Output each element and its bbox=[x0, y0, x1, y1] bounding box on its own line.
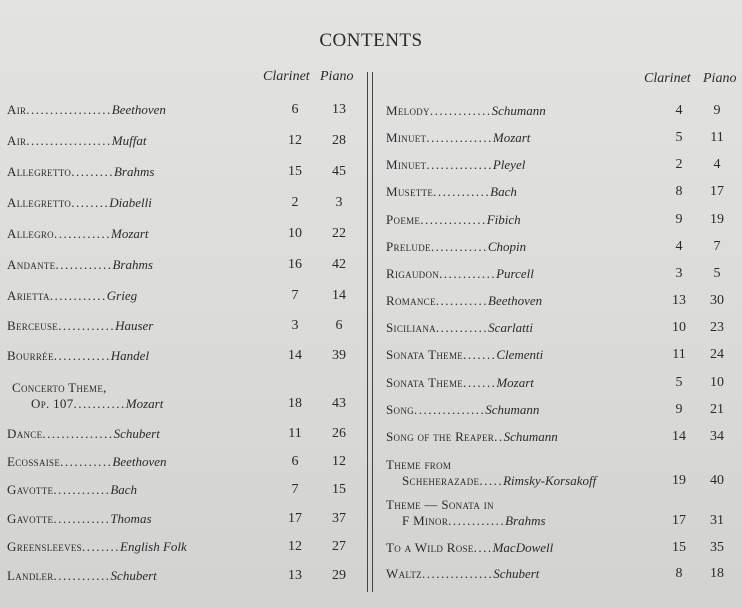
clarinet-page-number: 19 bbox=[672, 473, 686, 488]
entry-title-line bbox=[7, 318, 277, 334]
entry-title-line bbox=[386, 320, 668, 336]
entry-title: Dance bbox=[7, 426, 43, 441]
list-item bbox=[386, 293, 738, 311]
entry-composer: Rimsky-Korsakoff bbox=[503, 473, 597, 488]
clarinet-page-number: 15 bbox=[672, 540, 686, 555]
leader-dots: ............... bbox=[42, 426, 114, 441]
leader-dots: ............ bbox=[53, 348, 111, 363]
entry-title-line bbox=[386, 457, 668, 489]
entry-title-line bbox=[386, 402, 668, 418]
leader-dots: ....... bbox=[463, 375, 497, 390]
entry-title: Sonata Theme bbox=[386, 347, 464, 362]
clarinet-page-number: 2 bbox=[291, 195, 299, 210]
list-item bbox=[386, 239, 738, 257]
entry-composer: Schumann bbox=[491, 103, 546, 118]
entry-title-line bbox=[7, 482, 277, 498]
entry-title: Allegretto bbox=[7, 195, 72, 210]
list-item bbox=[7, 348, 362, 366]
entry-composer: Beethoven bbox=[488, 293, 543, 308]
entry-title: Air bbox=[7, 102, 27, 117]
piano-page-number: 7 bbox=[713, 239, 721, 254]
clarinet-page-number: 5 bbox=[675, 375, 683, 390]
entry-title-line bbox=[386, 497, 668, 529]
column-divider bbox=[367, 72, 373, 592]
entry-composer: Clementi bbox=[496, 347, 544, 362]
piano-page-number: 6 bbox=[335, 318, 343, 333]
entry-title-line bbox=[7, 380, 277, 412]
leader-dots: .............. bbox=[426, 130, 493, 145]
entry-composer: Thomas bbox=[110, 511, 152, 526]
leader-dots: .... bbox=[473, 540, 493, 555]
leader-dots: ........... bbox=[435, 320, 489, 335]
entry-title: To a Wild Rose bbox=[386, 540, 474, 555]
clarinet-page-number: 6 bbox=[291, 454, 299, 469]
piano-page-number: 5 bbox=[713, 266, 721, 281]
entry-title: Concerto Theme, bbox=[12, 380, 107, 395]
entry-title: Sonata Theme bbox=[386, 375, 464, 390]
entry-composer: Scarlatti bbox=[488, 320, 533, 335]
entry-title-continued: Op. 107 bbox=[31, 396, 74, 411]
entry-composer: Bach bbox=[110, 482, 138, 497]
piano-page-number: 4 bbox=[713, 157, 721, 172]
piano-page-number: 22 bbox=[332, 226, 346, 241]
entry-title-line bbox=[7, 568, 277, 584]
list-item bbox=[386, 184, 738, 202]
clarinet-page-number: 5 bbox=[675, 130, 683, 145]
entry-title: Bourrée bbox=[7, 348, 54, 363]
leader-dots: ............ bbox=[433, 184, 491, 199]
piano-page-number: 39 bbox=[332, 348, 346, 363]
entry-title: Allegretto bbox=[7, 164, 72, 179]
entry-title-line bbox=[7, 164, 277, 180]
piano-page-number: 37 bbox=[332, 511, 346, 526]
list-item bbox=[7, 568, 362, 586]
leader-dots: ............ bbox=[448, 513, 506, 528]
clarinet-page-number: 13 bbox=[672, 293, 686, 308]
leader-dots: ............ bbox=[53, 226, 111, 241]
clarinet-page-number: 9 bbox=[675, 402, 683, 417]
entry-composer: Mozart bbox=[125, 396, 164, 411]
entry-title: Theme — Sonata in bbox=[386, 497, 494, 512]
entry-composer: Muffat bbox=[111, 133, 147, 148]
list-item bbox=[386, 103, 738, 121]
leader-dots: ......... bbox=[71, 164, 114, 179]
entry-title-line bbox=[7, 133, 277, 149]
piano-page-number: 21 bbox=[710, 402, 724, 417]
entry-title-line bbox=[386, 103, 668, 119]
clarinet-page-number: 14 bbox=[672, 429, 686, 444]
piano-page-number: 9 bbox=[713, 103, 721, 118]
piano-page-number: 10 bbox=[710, 375, 724, 390]
clarinet-page-number: 8 bbox=[675, 184, 683, 199]
list-item bbox=[7, 195, 362, 213]
entry-title-line bbox=[386, 130, 668, 146]
entry-title-line bbox=[386, 347, 668, 363]
list-item bbox=[386, 402, 738, 420]
page-title: CONTENTS bbox=[319, 30, 423, 51]
entry-composer: Schumann bbox=[503, 429, 558, 444]
leader-dots: ............ bbox=[430, 239, 488, 254]
entry-title-line bbox=[386, 266, 668, 282]
clarinet-page-number: 9 bbox=[675, 212, 683, 227]
piano-page-number: 30 bbox=[710, 293, 724, 308]
clarinet-page-number: 4 bbox=[675, 103, 683, 118]
clarinet-page-number: 3 bbox=[675, 266, 683, 281]
entry-composer: Mozart bbox=[492, 130, 531, 145]
entry-title-continued: F Minor bbox=[402, 513, 449, 528]
entry-title-line bbox=[386, 212, 668, 228]
piano-page-number: 19 bbox=[710, 212, 724, 227]
entry-composer: Grieg bbox=[106, 288, 138, 303]
entry-composer: Handel bbox=[110, 348, 150, 363]
list-item bbox=[7, 482, 362, 500]
list-item bbox=[7, 133, 362, 151]
list-item bbox=[7, 226, 362, 244]
clarinet-page-number: 7 bbox=[291, 288, 299, 303]
entry-title-continued: Scheherazade bbox=[402, 473, 480, 488]
list-item bbox=[7, 318, 362, 336]
clarinet-page-number: 7 bbox=[291, 482, 299, 497]
entry-composer: Schubert bbox=[110, 568, 157, 583]
piano-page-number: 14 bbox=[332, 288, 346, 303]
entry-composer: MacDowell bbox=[492, 540, 554, 555]
entry-title: Greensleeves bbox=[7, 539, 82, 554]
leader-dots: ........ bbox=[71, 195, 110, 210]
list-item bbox=[7, 454, 362, 472]
entry-composer: Brahms bbox=[112, 257, 153, 272]
piano-page-number: 27 bbox=[332, 539, 346, 554]
list-item bbox=[7, 102, 362, 120]
entry-composer: Schubert bbox=[493, 566, 540, 581]
entry-title-line bbox=[7, 454, 277, 470]
clarinet-page-number: 16 bbox=[288, 257, 302, 272]
piano-page-number: 26 bbox=[332, 426, 346, 441]
leader-dots: ........... bbox=[60, 454, 113, 469]
entry-title: Andante bbox=[7, 257, 56, 272]
entry-title-line bbox=[7, 102, 277, 118]
entry-title-line-2 bbox=[386, 513, 668, 529]
list-item bbox=[386, 540, 738, 558]
list-item bbox=[386, 497, 738, 528]
clarinet-page-number: 2 bbox=[675, 157, 683, 172]
entry-title-line bbox=[7, 226, 277, 242]
entry-title-line bbox=[386, 566, 668, 582]
list-item bbox=[7, 164, 362, 182]
entry-composer: Chopin bbox=[487, 239, 527, 254]
piano-page-number: 17 bbox=[710, 184, 724, 199]
entry-title-line bbox=[7, 511, 277, 527]
entry-title: Romance bbox=[386, 293, 436, 308]
clarinet-column-header-right: Clarinet bbox=[644, 71, 691, 86]
entry-title-line bbox=[386, 429, 668, 445]
entry-title-line bbox=[386, 540, 668, 556]
entry-title-line-2 bbox=[7, 396, 277, 412]
leader-dots: ........... bbox=[73, 396, 126, 411]
entry-composer: Beethoven bbox=[112, 454, 167, 469]
list-item bbox=[7, 380, 362, 411]
entry-title: Rigaudon bbox=[386, 266, 440, 281]
entry-title: Melody bbox=[386, 103, 430, 118]
clarinet-page-number: 8 bbox=[675, 566, 683, 581]
leader-dots: ....... bbox=[463, 347, 497, 362]
piano-page-number: 12 bbox=[332, 454, 346, 469]
piano-page-number: 42 bbox=[332, 257, 346, 272]
entry-title: Gavotte bbox=[7, 482, 54, 497]
entry-title-line bbox=[386, 157, 668, 173]
entry-composer: Bach bbox=[490, 184, 517, 199]
entry-composer: Mozart bbox=[110, 226, 149, 241]
clarinet-page-number: 12 bbox=[288, 133, 302, 148]
entry-title-line bbox=[386, 239, 668, 255]
list-item bbox=[386, 566, 738, 584]
piano-page-number: 35 bbox=[710, 540, 724, 555]
leader-dots: .................. bbox=[26, 102, 112, 117]
leader-dots: ............ bbox=[439, 266, 497, 281]
leader-dots: ........ bbox=[82, 539, 120, 554]
entry-composer: Schumann bbox=[485, 402, 540, 417]
entry-title: Arietta bbox=[7, 288, 50, 303]
leader-dots: ............ bbox=[53, 482, 111, 497]
entry-title: Ecossaise bbox=[7, 454, 61, 469]
entry-title: Theme from bbox=[386, 457, 452, 472]
entry-composer: Diabelli bbox=[109, 195, 152, 210]
piano-page-number: 18 bbox=[710, 566, 724, 581]
entry-title: Song of the Reaper bbox=[386, 429, 495, 444]
entry-title: Allegro bbox=[7, 226, 54, 241]
piano-page-number: 45 bbox=[332, 164, 346, 179]
clarinet-page-number: 13 bbox=[288, 568, 302, 583]
clarinet-page-number: 3 bbox=[291, 318, 299, 333]
piano-page-number: 3 bbox=[335, 195, 343, 210]
leader-dots: ............ bbox=[55, 257, 113, 272]
entry-title-line bbox=[7, 348, 277, 364]
piano-page-number: 28 bbox=[332, 133, 346, 148]
list-item bbox=[7, 257, 362, 275]
piano-page-number: 34 bbox=[710, 429, 724, 444]
list-item bbox=[386, 457, 738, 488]
leader-dots: .. bbox=[494, 429, 504, 444]
entry-title-line bbox=[7, 539, 277, 555]
entry-composer: Pleyel bbox=[492, 157, 526, 172]
clarinet-column-header-left: Clarinet bbox=[263, 69, 310, 84]
entry-composer: Hauser bbox=[115, 318, 154, 333]
entry-title: Berceuse bbox=[7, 318, 59, 333]
leader-dots: ..... bbox=[479, 473, 504, 488]
leader-dots: .............. bbox=[426, 157, 493, 172]
piano-page-number: 13 bbox=[332, 102, 346, 117]
clarinet-page-number: 12 bbox=[288, 539, 302, 554]
entry-title-line bbox=[7, 195, 277, 211]
entry-composer: Schubert bbox=[113, 426, 160, 441]
leader-dots: ............ bbox=[53, 568, 111, 583]
clarinet-page-number: 10 bbox=[288, 226, 302, 241]
entry-composer: Beethoven bbox=[111, 102, 166, 117]
entry-composer: Brahms bbox=[113, 164, 155, 179]
entry-title: Minuet bbox=[386, 157, 427, 172]
list-item bbox=[386, 266, 738, 284]
entry-title-line bbox=[386, 184, 668, 200]
piano-page-number: 11 bbox=[710, 130, 724, 145]
entry-composer: Purcell bbox=[496, 266, 534, 281]
list-item bbox=[386, 212, 738, 230]
entry-title: Minuet bbox=[386, 130, 427, 145]
leader-dots: ........... bbox=[435, 293, 489, 308]
entry-composer: English Folk bbox=[120, 539, 187, 554]
leader-dots: ............. bbox=[429, 103, 492, 118]
leader-dots: ............... bbox=[413, 402, 486, 417]
leader-dots: ............ bbox=[53, 511, 111, 526]
clarinet-page-number: 11 bbox=[288, 426, 302, 441]
clarinet-page-number: 18 bbox=[288, 396, 302, 411]
list-item bbox=[7, 426, 362, 444]
entry-title-line bbox=[7, 426, 277, 442]
clarinet-page-number: 15 bbox=[288, 164, 302, 179]
leader-dots: ............ bbox=[58, 318, 116, 333]
entry-title-line bbox=[7, 257, 277, 273]
clarinet-page-number: 11 bbox=[672, 347, 686, 362]
list-item bbox=[7, 288, 362, 306]
clarinet-page-number: 4 bbox=[675, 239, 683, 254]
piano-page-number: 40 bbox=[710, 473, 724, 488]
list-item bbox=[7, 511, 362, 529]
piano-page-number: 29 bbox=[332, 568, 346, 583]
list-item bbox=[386, 157, 738, 175]
entry-composer: Brahms bbox=[505, 513, 546, 528]
entry-title-line bbox=[386, 293, 668, 309]
entry-title-line bbox=[7, 288, 277, 304]
piano-column-header-left: Piano bbox=[320, 69, 354, 84]
clarinet-page-number: 17 bbox=[672, 513, 686, 528]
entry-composer: Mozart bbox=[496, 375, 534, 390]
entry-title: Siciliana bbox=[386, 320, 436, 335]
entry-title: Poeme bbox=[386, 212, 421, 227]
entry-title-line-2 bbox=[386, 473, 668, 489]
clarinet-page-number: 14 bbox=[288, 348, 302, 363]
entry-title: Air bbox=[7, 133, 27, 148]
entry-title: Prelude bbox=[386, 239, 431, 254]
entry-title: Musette bbox=[386, 184, 434, 199]
entry-composer: Fibich bbox=[486, 212, 521, 227]
list-item bbox=[7, 539, 362, 557]
list-item bbox=[386, 130, 738, 148]
clarinet-page-number: 17 bbox=[288, 511, 302, 526]
piano-page-number: 31 bbox=[710, 513, 724, 528]
entry-title: Waltz bbox=[386, 566, 422, 581]
leader-dots: ............... bbox=[421, 566, 494, 581]
clarinet-page-number: 6 bbox=[291, 102, 299, 117]
list-item bbox=[386, 320, 738, 338]
entry-title: Landler bbox=[7, 568, 54, 583]
list-item bbox=[386, 429, 738, 447]
entry-title: Song bbox=[386, 402, 414, 417]
entry-title-line bbox=[386, 375, 668, 391]
leader-dots: .............. bbox=[420, 212, 487, 227]
piano-page-number: 43 bbox=[332, 396, 346, 411]
piano-page-number: 23 bbox=[710, 320, 724, 335]
leader-dots: .................. bbox=[26, 133, 112, 148]
piano-page-number: 15 bbox=[332, 482, 346, 497]
list-item bbox=[386, 375, 738, 393]
piano-page-number: 24 bbox=[710, 347, 724, 362]
list-item bbox=[386, 347, 738, 365]
entry-title: Gavotte bbox=[7, 511, 54, 526]
piano-column-header-right: Piano bbox=[703, 71, 737, 86]
clarinet-page-number: 10 bbox=[672, 320, 686, 335]
leader-dots: ............ bbox=[49, 288, 107, 303]
